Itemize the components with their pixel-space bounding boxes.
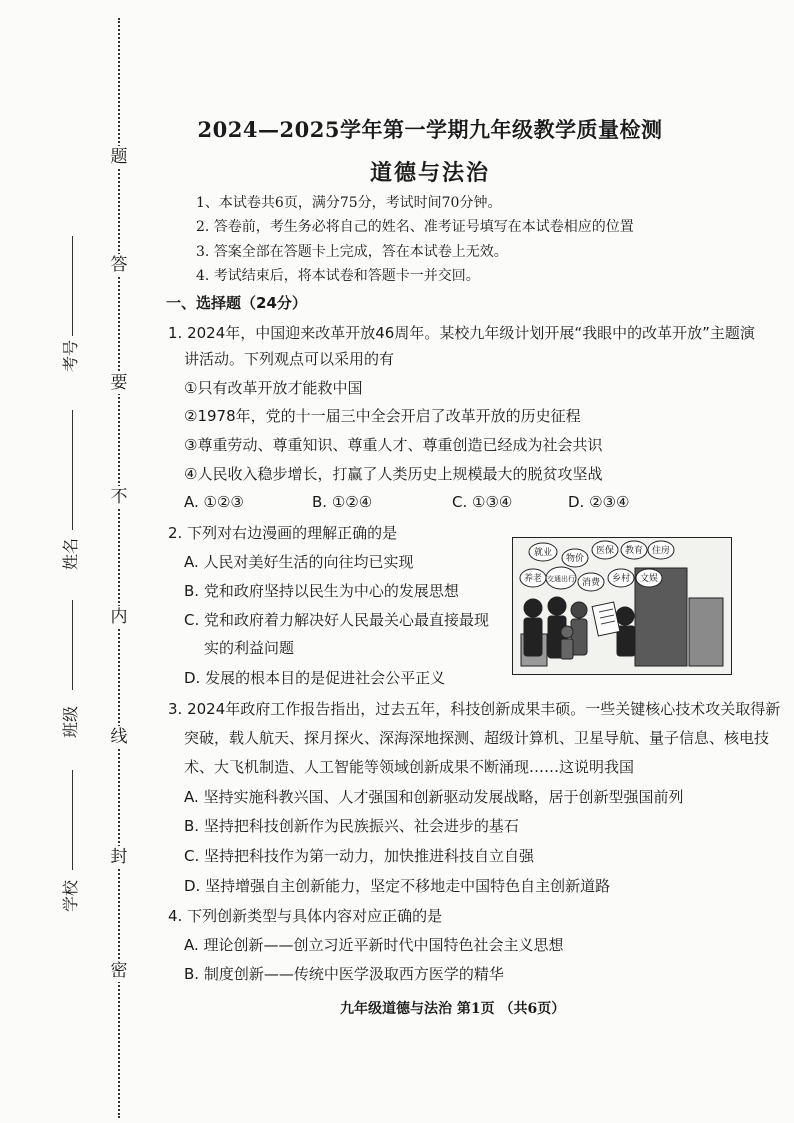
- q1-option-d[interactable]: D. ②③④: [568, 493, 630, 511]
- q3-option-b[interactable]: B. 坚持把科技创新作为民族振兴、社会进步的基石: [184, 817, 519, 835]
- bubble-3: 医保: [595, 546, 615, 556]
- q2-option-a[interactable]: A. 人民对美好生活的向往均已实现: [184, 553, 414, 571]
- q3-stem-line3: 术、大飞机制造、人工智能等领域创新成果不断涌现……这说明我国: [184, 758, 635, 776]
- q2-option-c-line2[interactable]: 实的利益问题: [204, 639, 295, 657]
- q1-statement-3: ③尊重劳动、尊重知识、尊重人才、尊重创造已经成为社会共识: [184, 436, 603, 454]
- q4-option-a[interactable]: A. 理论创新——创立习近平新时代中国特色社会主义思想: [184, 936, 564, 954]
- exam-number-label: 考号: [61, 339, 80, 372]
- q1-option-c[interactable]: C. ①③④: [452, 493, 513, 511]
- q2-option-c-line1[interactable]: C. 党和政府着力解决好人民最关心最直接最现: [184, 611, 490, 629]
- q2-option-d[interactable]: D. 发展的根本目的是促进社会公平正义: [184, 669, 446, 687]
- page-footer: 九年级道德与法治 第1页 （共6页）: [340, 1001, 566, 1017]
- seal-char-5: 内: [108, 606, 130, 628]
- q1-option-b[interactable]: B. ①②④: [312, 493, 373, 511]
- bubble-9: 乡村: [611, 574, 631, 584]
- seal-char-8: 密: [108, 960, 130, 982]
- section-heading: 一、选择题（24分）: [166, 294, 307, 312]
- q1-statement-1: ①只有改革开放才能救中国: [184, 379, 363, 397]
- note-4: 4. 考试结束后，将本试卷和答题卡一并交回。: [196, 268, 480, 284]
- bubble-6: 养老: [523, 574, 543, 584]
- bubble-5: 住房: [651, 546, 671, 556]
- seal-char-7: 封: [108, 846, 130, 868]
- bubble-8: 消费: [581, 578, 601, 588]
- q2-cartoon: [512, 537, 732, 675]
- q1-statement-4: ④人民收入稳步增长，打赢了人类历史上规模最大的脱贫攻坚战: [184, 465, 603, 483]
- school-label: 学校: [61, 879, 80, 912]
- q2-option-b[interactable]: B. 党和政府坚持以民生为中心的发展思想: [184, 582, 459, 600]
- seal-char-1: 题: [108, 146, 130, 168]
- name-blank[interactable]: [72, 410, 73, 530]
- exam-number-blank[interactable]: [72, 236, 73, 336]
- seal-dotted-line: [118, 18, 120, 1118]
- q1-stem-line1: 1. 2024年，中国迎来改革开放46周年。某校九年级计划开展“我眼中的改革开放”主题演: [168, 324, 755, 342]
- class-blank[interactable]: [72, 600, 73, 690]
- q3-stem-line2: 突破，载人航天、探月探火、深海深地探测、超级计算机、卫星导航、量子信息、核电技: [184, 729, 770, 747]
- note-3: 3. 答案全部在答题卡上完成，答在本试卷上无效。: [196, 244, 508, 260]
- bubble-2: 物价: [565, 554, 585, 564]
- class-label: 班级: [61, 705, 80, 738]
- q1-statement-2: ②1978年，党的十一届三中全会开启了改革开放的历史征程: [184, 407, 581, 425]
- q3-option-c[interactable]: C. 坚持把科技作为第一动力，加快推进科技自立自强: [184, 847, 535, 865]
- bubble-4: 教育: [624, 546, 644, 556]
- q2-stem: 2. 下列对右边漫画的理解正确的是: [168, 524, 398, 542]
- note-1: 1、本试卷共6页，满分75分，考试时间70分钟。: [196, 195, 502, 211]
- bubble-10: 文娱: [639, 574, 659, 584]
- name-label: 姓名: [61, 537, 80, 570]
- seal-char-4: 不: [108, 486, 130, 508]
- subject-title: 道德与法治: [369, 160, 490, 186]
- q3-option-d[interactable]: D. 坚持增强自主创新能力，坚定不移地走中国特色自主创新道路: [184, 877, 611, 895]
- bubble-7: 交通出行: [547, 575, 575, 583]
- cartoon-drawing: [513, 538, 731, 674]
- q4-stem: 4. 下列创新类型与具体内容对应正确的是: [168, 907, 443, 925]
- q4-option-b[interactable]: B. 制度创新——传统中医学汲取西方医学的精华: [184, 965, 504, 983]
- seal-char-2: 答: [108, 254, 130, 276]
- note-2: 2. 答卷前，考生务必将自己的姓名、准考证号填写在本试卷相应的位置: [196, 219, 634, 235]
- bubble-1: 就业: [533, 548, 553, 558]
- school-blank[interactable]: [72, 770, 73, 870]
- exam-title: 2024—2025学年第一学期九年级教学质量检测: [197, 117, 663, 142]
- seal-char-6: 线: [108, 726, 130, 748]
- q3-option-a[interactable]: A. 坚持实施科教兴国、人才强国和创新驱动发展战略，居于创新型强国前列: [184, 788, 684, 806]
- q3-stem-line1: 3. 2024年政府工作报告指出，过去五年，科技创新成果丰硕。一些关键核心技术攻关取得新: [168, 700, 781, 718]
- seal-char-3: 要: [108, 372, 130, 394]
- q1-option-a[interactable]: A. ①②③: [184, 493, 244, 511]
- q1-stem-line2: 讲活动。下列观点可以采用的有: [184, 350, 395, 368]
